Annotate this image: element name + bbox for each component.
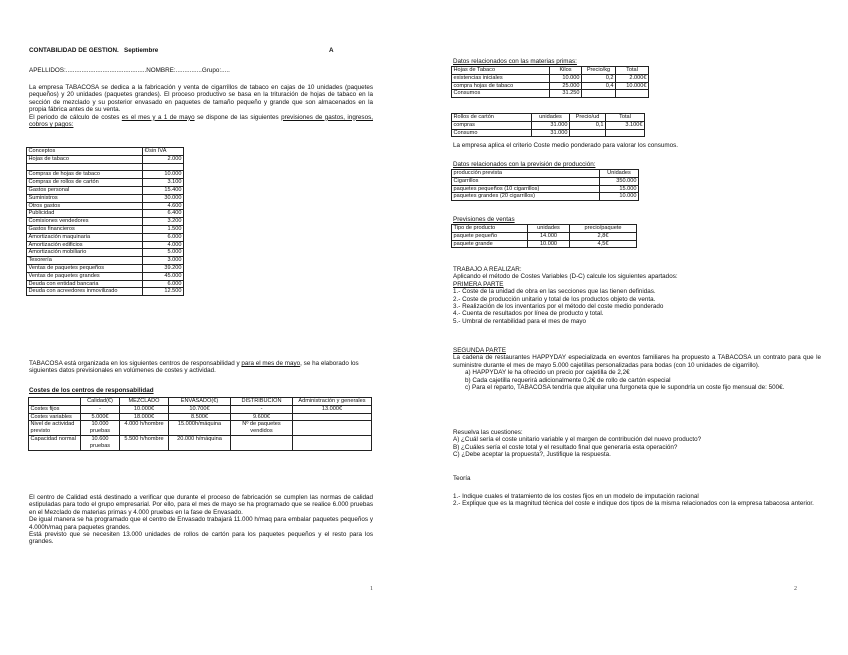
table-row [29,413,372,421]
closing-paragraphs [29,494,373,546]
table-cell: 9.600€ [231,413,293,421]
table-cell: 10.700€ [169,405,231,413]
table-header-row [452,114,645,122]
table-row [452,177,639,185]
table-cell: Otros gastos [27,202,143,210]
table-cell: paquetes pequeños (10 cigarrillos) [452,185,600,193]
theory-item: 1.- Indique cuales el tratamiento de los costes fijos en un modelo de imputación racional [453,493,699,500]
table-cell: 6.400 [143,210,184,218]
table-cell: 14.000 [528,232,570,240]
question-item: B) ¿Cuáles sería el coste total y el resultado final que generaría esta operación? [453,443,678,451]
theory-title: Teoría [453,475,471,482]
table-header: DISTRIBUCIÓN [231,398,293,406]
question-item: C) ¿Debe aceptar la propuesta?, Justifique la respuesta. [453,451,611,459]
table-cell: 12.500 [143,288,184,296]
part2-item: c) Para el reparto, TABACOSA tendría que alquilar una furgoneta que le supondría un coste fijo mensual de: 500€. [465,384,785,392]
table-cell: 10.000 [143,171,184,179]
table-cell: 2,8€ [570,232,637,240]
intro-text: La empresa TABACOSA se dedica a la fabricación y venta de cigarrillos de tabaco en cajas de 10 unidades (paquetes pequeños) y 20 unidades (paquetes grandes). El proceso productivo se basa en la trituración de hojas de tabaco en la sección de mezclado y su posterior envasado en paquetes de tamaño pequeño y grande que son almacenados en la propia fábrica antes de su venta. [29,84,373,114]
table-cell: 31.000 [532,129,570,137]
table-header-row [29,398,372,406]
table-cell: 4.600 [143,202,184,210]
table-cell: Gastos personal [27,186,143,194]
theory-item: 2.- Explique que es la magnitud técnica del coste e indique dos tipos de la misma relacionados con la empresa tabacosa anterior. [453,500,814,508]
part1-title: PRIMERA PARTE [453,280,504,288]
table-cell [293,413,372,421]
concepts-body [27,155,184,295]
work-section [453,266,823,325]
table-header: Total [606,114,645,122]
exam-title: CONTABILIDAD DE GESTION. [29,47,119,54]
work-intro: Aplicando el método de Costes Variables (D-C) calcule los siguientes apartados: [453,273,678,281]
table-cell: Deuda con acreedores inmovilizado [27,288,143,296]
table-cell: Capacidad normal [29,435,81,450]
table-cell: 45.000 [143,272,184,280]
table-cell [606,129,645,137]
table-cell: 10.000 [600,193,639,201]
table-row [27,194,184,202]
period-mid: se dispone de las siguientes [194,113,282,121]
page-number: 2 [794,586,797,592]
table-row [452,240,637,248]
table-header: €/sin IVA [143,148,184,156]
name-line: APELLIDOS:..............................................NOMBRE:...............Grupo:..... [29,67,230,74]
table-cell: 0,4 [582,82,616,90]
table-row [27,210,184,218]
part2-title: SEGUNDA PARTE [453,347,506,354]
table-cell: 3.000 [143,257,184,265]
production-title: Datos relacionados con la previsión de producción: [453,161,596,168]
table-cell: - [231,405,293,413]
table-cell: Compras de hojas de tabaco [27,171,143,179]
questions-title: Resuelva las cuestiones: [453,429,523,436]
table-cell: Amortización edificios [27,241,143,249]
centers-body [29,405,372,450]
table-cell: 31.000 [532,121,570,129]
centers-table [28,397,372,451]
table-header: Hojas de Tabaco [452,67,550,75]
part2-item: a) HAPPYDAY le ha ofrecido un precio por cajetilla de 2,2€ [465,369,630,377]
table-row [27,171,184,179]
table-header: Total [616,67,649,75]
table-cell: 10.000€ [616,82,649,90]
table-cell: Comisiones vendedores [27,218,143,226]
table-cell: 5.000 [143,249,184,257]
table-row [27,225,184,233]
table-cell: 2.000€ [616,74,649,82]
exam-month: Septiembre [124,47,159,54]
table-cell: 25.000 [550,82,582,90]
table-cell: 3.200 [143,218,184,226]
table-cell: 4.000 h/hombre [120,421,169,436]
table-cell: Suministros [27,194,143,202]
table-header: Precio/kg [582,67,616,75]
table-cell: 20.000 h/máquina [169,435,231,450]
table-cell: Cigarrillos [452,177,600,185]
table-cell: Costes variables [29,413,81,421]
org-text-suffix: , se ha elaborado los siguientes datos previsionales en volúmenes de costes y actividad. [29,360,359,375]
table-cell: 350.000 [600,177,639,185]
table-header: Calidad(€) [81,398,120,406]
closing-text-1: El centro de Calidad está destinado a verificar que durante el proceso de fabricación se cumplen las normas de calidad estipuladas para todo el grupo empresarial. Por ello, para el mes de mayo se ha programado que se realice 6.000 pruebas en el Mezclado de materias primas y 4.000 pruebas en la fase de Envasado. [29,494,373,516]
table-header [29,398,81,406]
table-header: unidades [528,225,570,233]
table-row [29,405,372,413]
period-underlined-2: previsiones de gastos, ingresos, cobros y pagos: [29,113,373,129]
table-cell: Consumos [452,90,550,98]
table-cell: 8.500€ [169,413,231,421]
closing-text-3: Está previsto que se necesiten 13.000 unidades de rollos de cartón para los paquetes pequeños y el resto para los grandes. [29,531,373,546]
table-row [27,233,184,241]
table-row [27,280,184,288]
table-cell: compra hojas de tabaco [452,82,550,90]
table-cell: 13.000€ [293,405,372,413]
intro-paragraph [29,84,373,128]
table-row [27,288,184,296]
carton-table [451,113,645,137]
table-cell: 15.000 [600,185,639,193]
table-row [27,179,184,187]
table-cell [231,435,293,450]
period-prefix: El periodo de cálculo de costes [29,113,122,121]
page-number: 1 [370,586,373,592]
table-cell: Nivel de actividad previsto [29,421,81,436]
table-cell: 2.000 [143,155,184,163]
table-cell: Costes fijos [29,405,81,413]
table-cell: 10.000 [528,240,570,248]
table-cell [293,421,372,436]
table-row [27,264,184,272]
table-row [452,185,639,193]
table-header: Rollos de cartón [452,114,532,122]
raw-materials-title: Datos relacionados con las materias primas: [453,58,577,65]
table-cell: Deuda con entidad bancaria [27,280,143,288]
table-cell: Amortización maquinaria [27,233,143,241]
concepts-table [26,147,184,296]
table-cell: 15.000h/máquina [169,421,231,436]
table-cell: paquete pequeño [452,232,528,240]
table-cell: paquetes grandes (20 cigarrillos) [452,193,600,201]
table-cell [27,163,143,171]
table-row [27,163,184,171]
org-paragraph [29,360,375,375]
part2-item: b) Cada cajetilla requerirá adicionalmente 0,2€ de rollo de cartón especial [465,376,671,384]
table-cell: 5.000€ [81,413,120,421]
table-cell: 6.000 [143,280,184,288]
sales-table [451,224,637,248]
work-title: TRABAJO A REALIZAR: [453,266,522,273]
table-header: MEZCLADO [120,398,169,406]
table-cell: 15.400 [143,186,184,194]
table-cell: Gastos financieros [27,225,143,233]
questions-section [453,429,821,459]
table-cell: existencias iniciales [452,74,550,82]
page-2 [424,0,848,655]
table-cell: 0,1 [570,121,606,129]
sales-title: Previsiones de ventas [453,216,515,223]
part2-text: La cadena de restaurantes HAPPYDAY especializada en eventos familiares ha propuesto a TABACOSA un contrato para que le suministre durante el mes de mayo 5.000 cajetillas personalizadas para bodas (con 10 unidades de cigarrillo). [453,354,821,369]
table-header: Administración y generales [293,398,372,406]
table-row [452,74,649,82]
org-text-underlined: para el mes de mayo [241,360,301,367]
table-row [452,193,639,201]
table-cell: paquete grande [452,240,528,248]
table-header: Conceptos [27,148,143,156]
table-cell: 3.100€ [606,121,645,129]
tobacco-table [451,66,649,98]
closing-text-2: De igual manera se ha programado que el centro de Envasado trabajará 11.000 h/maq para embalar paquetes pequeños y 4.000h/maq para paquetes grandes. [29,516,373,531]
table-cell: 5.500 h/hombre [120,435,169,450]
org-text-prefix: TABACOSA está organizada en los siguientes centros de responsabilidad y [29,360,242,367]
table-row [27,186,184,194]
table-header-row [452,67,649,75]
table-cell [143,163,184,171]
table-header: Kilos [550,67,582,75]
question-item: A) ¿Cuál sería el coste unitario variable y el margen de contribución del nuevo producto? [453,436,702,444]
table-cell: 1.500 [143,225,184,233]
table-cell: 10.600 pruebas [81,435,120,450]
valuation-note: La empresa aplica el criterio Coste medio ponderado para valorar los consumos. [453,142,679,149]
table-row [27,202,184,210]
table-row [27,218,184,226]
table-cell: 0,2 [582,74,616,82]
table-cell: Compras de rollos de cartón [27,179,143,187]
part1-item: 5.- Umbral de rentabilidad para el mes de mayo [453,317,587,325]
table-cell: 30.000 [143,194,184,202]
table-cell: Ventas de paquetes pequeños [27,264,143,272]
table-cell: 39.200 [143,264,184,272]
tobacco-body [452,74,649,97]
table-cell: 3.100 [143,179,184,187]
table-row [452,82,649,90]
table-header: Precio/ud [570,114,606,122]
part1-item: 4.- Cuenta de resultados por línea de producto y total. [453,310,604,318]
centers-title: Costes de los centros de responsabilidad [29,387,154,394]
table-row [27,257,184,265]
table-row [27,241,184,249]
part1-item: 3.- Realización de los inventarios por el método del coste medio ponderado [453,303,664,311]
table-cell: Tesorería [27,257,143,265]
table-header: ENVASADO(€) [169,398,231,406]
period-underlined: es el mes y a 1 de mayo [121,113,195,121]
table-cell: 31.250 [550,90,582,98]
sales-body [452,232,637,248]
table-row [452,232,637,240]
production-table [451,169,639,201]
table-cell: 10.000 pruebas [81,421,120,436]
table-row [27,155,184,163]
table-row [452,90,649,98]
table-row [29,435,372,450]
table-cell: Ventas de paquetes grandes [27,272,143,280]
table-row [27,272,184,280]
table-cell [570,129,606,137]
table-header: precio/paquete [570,225,637,233]
table-cell: Amortización mobiliario [27,249,143,257]
part1-item: 1.- Coste de la unidad de obra en las secciones que las tienen definidas. [453,288,656,296]
table-cell [582,90,616,98]
table-cell: - [81,405,120,413]
table-cell [293,435,372,450]
table-row [27,249,184,257]
table-header: Unidades [600,170,639,178]
part2-section [453,347,821,391]
table-cell: compras [452,121,532,129]
table-cell: Consumo [452,129,532,137]
theory-section [453,493,821,508]
table-cell [616,90,649,98]
table-row [452,129,645,137]
table-header-row [452,225,637,233]
table-header-row [27,148,184,156]
table-cell: Nº de paquetes vendidos [231,421,293,436]
table-cell: 18.000€ [120,413,169,421]
table-row [29,421,372,436]
table-row [452,121,645,129]
table-header-row [452,170,639,178]
table-cell: 10.000€ [120,405,169,413]
table-cell: Hojas de tabaco [27,155,143,163]
table-cell: 6.000 [143,233,184,241]
table-cell: 10.000 [550,74,582,82]
table-cell: 4,5€ [570,240,637,248]
table-header: Tipo de producto [452,225,528,233]
table-header: producción prevista [452,170,600,178]
table-header: unidades [532,114,570,122]
table-cell: 4.000 [143,241,184,249]
part1-item: 2.- Coste de producción unitario y total de los productos objeto de venta. [453,295,656,303]
carton-body [452,121,645,137]
table-cell: Publicidad [27,210,143,218]
production-body [452,177,639,200]
exam-group: A [329,47,334,54]
